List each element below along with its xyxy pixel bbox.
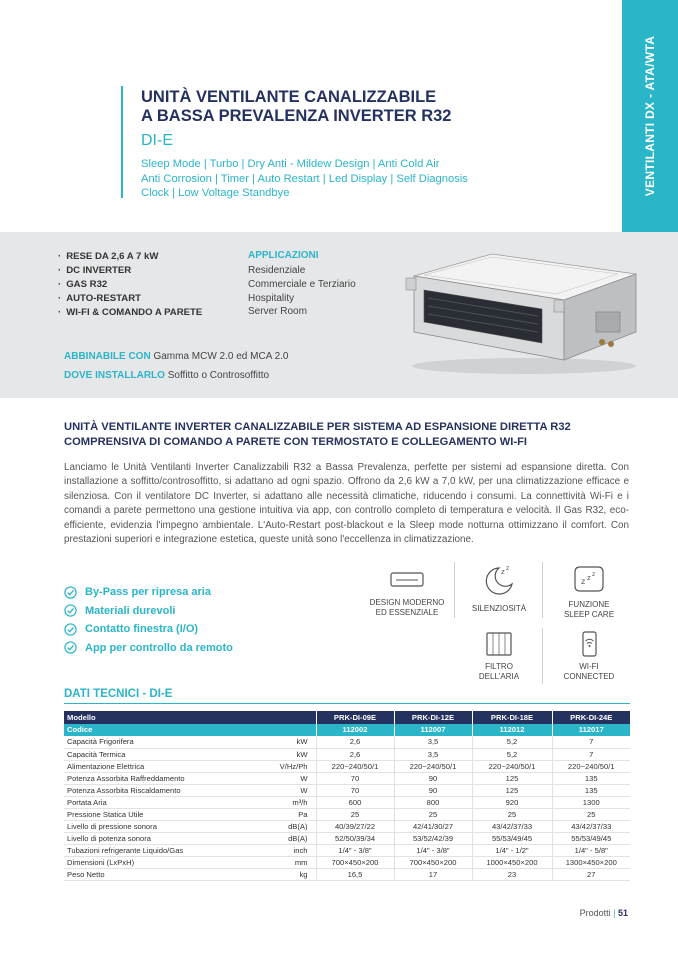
row-label: Potenza Assorbita Raffreddamento: [64, 772, 254, 784]
row-unit: Pa: [254, 808, 316, 820]
row-value: 70: [316, 772, 394, 784]
checklist-label: Materiali durevoli: [85, 604, 176, 617]
feature-sleep-care: z z z FUNZIONE SLEEP CARE: [544, 562, 634, 620]
row-label: Peso Netto: [64, 868, 254, 880]
row-value: 27: [552, 868, 630, 880]
description-body: Lanciamo le Unità Ventilanti Inverter Canalizzabili R32 a Bassa Prevalenza, perfette per sistemi ad espansione diretta. Con installazione a soffitto/controsoffitto, si adattano ad ogni spazio. Offrono da 2,6 kW a 7,0 kW, per una climatizzazione efficace e silenziosa. Con il ventilatore DC Inverter, si adattano alle necessità climatiche, riducendo i consumi. La connettività Wi-Fi e i comandi a parete permettono una gestione intuitiva via app, con controllo completo di temperatura e velocità. Il Gas R32, eco-efficiente, evidenzia l'impegno ambientale. L'Auto-Restart post-blackout e la Sleep mode notturna ottimizzano il comfort. Con prestazioni superiori e integrazione estetica, queste unità sono l'eccellenza in climatizzazione.: [64, 462, 629, 546]
spec-item: · WI-FI & COMANDO A PARETE: [58, 306, 202, 320]
feature-line: Sleep Mode | Turbo | Dry Anti - Mildew Design | Anti Cold Air: [141, 158, 440, 170]
row-unit: kg: [254, 868, 316, 880]
svg-text:z: z: [592, 571, 596, 578]
row-value: 125: [472, 772, 552, 784]
checklist-item: [64, 602, 233, 621]
row-value: 40/39/27/22: [316, 820, 394, 832]
applications-list: [248, 264, 356, 319]
row-label: Capacità Termica: [64, 748, 254, 760]
row-unit: kW: [254, 736, 316, 748]
row-value: 1/4" - 1/2": [472, 844, 552, 856]
row-value: 25: [394, 808, 472, 820]
row-value: 3,5: [394, 748, 472, 760]
description-heading-line: COMPRENSIVA DI COMANDO A PARETE CON TERMOSTATO E COLLEGAMENTO WI-FI: [64, 436, 528, 448]
table-row: [64, 820, 630, 832]
row-label: Potenza Assorbita Riscaldamento: [64, 784, 254, 796]
checklist-label: By-Pass per ripresa aria: [85, 586, 211, 599]
row-value: 125: [472, 784, 552, 796]
spec-item: · AUTO-RESTART: [58, 292, 202, 306]
checklist-item: [64, 620, 233, 639]
code-cell: 112002: [316, 724, 394, 737]
row-value: 1000×450×200: [472, 856, 552, 868]
feature-list: [141, 157, 521, 201]
feature-wifi: WI-FI CONNECTED: [544, 630, 634, 682]
row-value: 7: [552, 748, 630, 760]
application-item: Commerciale e Terziario: [248, 278, 356, 290]
table-row: [64, 748, 630, 760]
feature-line: Clock | Low Voltage Standbye: [141, 187, 290, 200]
description-heading: [64, 420, 624, 450]
row-value: 135: [552, 772, 630, 784]
row-unit: inch: [254, 844, 316, 856]
row-value: 25: [552, 808, 630, 820]
application-item: Hospitality: [248, 292, 295, 304]
pairing-value: Gamma MCW 2.0 ed MCA 2.0: [153, 351, 289, 362]
tech-data-title: DATI TECNICI - DI-E: [64, 688, 173, 700]
spec-item: · GAS R32: [58, 278, 202, 292]
row-unit: dB(A): [254, 832, 316, 844]
table-row: [64, 784, 630, 796]
application-item: Server Room: [248, 306, 307, 318]
air-filter-icon: [479, 630, 519, 658]
row-label: Portata Aria: [64, 796, 254, 808]
page-title: [141, 88, 452, 126]
moon-sleep-icon: [479, 562, 519, 600]
checklist-label: Contatto finestra (I/O): [85, 623, 199, 636]
row-value: 55/53/49/45: [472, 832, 552, 844]
row-value: 90: [394, 772, 472, 784]
title-line-1: UNITÀ VENTILANTE CANALIZZABILE: [141, 88, 437, 106]
spec-list: [58, 250, 202, 320]
row-unit: dB(A): [254, 820, 316, 832]
tech-data-body: [64, 736, 630, 880]
category-label: VENTILANTI DX - ATA/WTA: [643, 35, 657, 197]
row-value: 43/42/37/33: [552, 820, 630, 832]
row-value: 70: [316, 784, 394, 796]
row-unit: W: [254, 784, 316, 796]
feature-icon-grid: [360, 562, 630, 684]
row-value: 17: [394, 868, 472, 880]
check-circle-icon: [64, 623, 77, 636]
row-unit: W: [254, 772, 316, 784]
model-series: DI-E: [141, 132, 173, 149]
table-row: [64, 808, 630, 820]
tech-data-rule: [64, 703, 630, 704]
svg-text:z: z: [506, 565, 510, 572]
row-unit: mm: [254, 856, 316, 868]
row-value: 1300: [552, 796, 630, 808]
title-accent-rule: [121, 86, 123, 198]
row-value: 920: [472, 796, 552, 808]
row-value: 1/4" - 5/8": [552, 844, 630, 856]
row-value: 220~240/50/1: [316, 760, 394, 772]
row-value: 3,5: [394, 736, 472, 748]
row-value: 1300×450×200: [552, 856, 630, 868]
table-row: [64, 772, 630, 784]
checklist-label: App per controllo da remoto: [85, 641, 233, 654]
row-value: 600: [316, 796, 394, 808]
model-cell: PRK-DI-09E: [316, 711, 394, 724]
row-value: 23: [472, 868, 552, 880]
row-value: 25: [472, 808, 552, 820]
spec-item: · RESE DA 2,6 A 7 kW: [58, 250, 202, 264]
pairing-label: ABBINABILE CON: [64, 351, 151, 362]
install-value: Soffitto o Controsoffitto: [167, 370, 270, 381]
model-cell: PRK-DI-12E: [394, 711, 472, 724]
row-value: 700×450×200: [316, 856, 394, 868]
row-label: Livello di pressione sonora: [64, 820, 254, 832]
feature-design: DESIGN MODERNO ED ESSENZIALE: [362, 566, 452, 618]
table-row: [64, 796, 630, 808]
code-cell: 112012: [472, 724, 552, 737]
category-side-tab: [622, 0, 678, 232]
applications-title: APPLICAZIONI: [248, 250, 319, 261]
row-label: Dimensioni (LxPxH): [64, 856, 254, 868]
table-row: [64, 832, 630, 844]
row-value: 16,5: [316, 868, 394, 880]
table-row: [64, 844, 630, 856]
row-value: 5,2: [472, 748, 552, 760]
row-value: 43/42/37/33: [472, 820, 552, 832]
row-value: 5,2: [472, 736, 552, 748]
install-row: [64, 370, 269, 381]
row-value: 220~240/50/1: [552, 760, 630, 772]
application-item: Residenziale: [248, 265, 306, 276]
row-label: Livello di potenza sonora: [64, 832, 254, 844]
row-value: 1/4" - 3/8": [394, 844, 472, 856]
model-row: [64, 711, 630, 724]
checklist-item: [64, 639, 233, 658]
description-heading-line: UNITÀ VENTILANTE INVERTER CANALIZZABILE PER SISTEMA AD ESPANSIONE DIRETTA R32: [64, 421, 571, 433]
row-value: 53/52/42/39: [394, 832, 472, 844]
svg-text:z: z: [501, 568, 505, 576]
row-value: 700×450×200: [394, 856, 472, 868]
table-row: [64, 868, 630, 880]
row-value: 25: [316, 808, 394, 820]
row-value: 7: [552, 736, 630, 748]
row-value: 220~240/50/1: [394, 760, 472, 772]
check-circle-icon: [64, 604, 77, 617]
check-circle-icon: [64, 586, 77, 599]
row-value: 2,6: [316, 748, 394, 760]
smartphone-wifi-icon: [569, 630, 609, 658]
svg-text:z: z: [587, 574, 591, 582]
checklist-item: [64, 583, 233, 602]
row-label: Capacità Frigorifera: [64, 736, 254, 748]
row-unit: V/Hz/Ph: [254, 760, 316, 772]
row-label: Pressione Statica Utile: [64, 808, 254, 820]
row-value: 2,6: [316, 736, 394, 748]
pairing-row: [64, 351, 289, 362]
row-unit: m³/h: [254, 796, 316, 808]
page-footer: Prodotti | 51: [579, 908, 628, 918]
code-row: [64, 724, 630, 737]
indoor-unit-icon: [387, 566, 427, 594]
code-label: Codice: [64, 724, 254, 737]
model-cell: PRK-DI-24E: [552, 711, 630, 724]
row-value: 55/53/49/45: [552, 832, 630, 844]
spec-item: · DC INVERTER: [58, 264, 202, 278]
title-line-2: A BASSA PREVALENZA INVERTER R32: [141, 107, 452, 125]
code-cell: 112007: [394, 724, 472, 737]
row-value: 220~240/50/1: [472, 760, 552, 772]
row-value: 800: [394, 796, 472, 808]
table-row: [64, 760, 630, 772]
feature-filter: FILTRO DELL'ARIA: [454, 630, 544, 682]
feature-line: Anti Corrosion | Timer | Auto Restart | Led Display | Self Diagnosis: [141, 172, 468, 185]
install-label: DOVE INSTALLARLO: [64, 370, 165, 381]
model-cell: PRK-DI-18E: [472, 711, 552, 724]
footer-label: Prodotti: [579, 908, 611, 918]
row-value: 135: [552, 784, 630, 796]
row-value: 52/50/39/34: [316, 832, 394, 844]
table-row: [64, 736, 630, 748]
row-label: Tubazioni refrigerante Liquido/Gas: [64, 844, 254, 856]
row-value: 42/41/30/27: [394, 820, 472, 832]
svg-text:z: z: [581, 577, 586, 586]
tech-data-table: [64, 711, 630, 881]
model-label: Modello: [64, 711, 254, 724]
row-value: 90: [394, 784, 472, 796]
row-label: Alimentazione Elettrica: [64, 760, 254, 772]
page-number: 51: [617, 908, 628, 918]
row-value: 1/4" - 3/8": [316, 844, 394, 856]
feature-silent: z z SILENZIOSITÀ: [454, 562, 544, 614]
ducted-unit-image: [404, 246, 640, 376]
table-row: [64, 856, 630, 868]
pillow-sleep-icon: [569, 562, 609, 596]
row-unit: kW: [254, 748, 316, 760]
feature-checklist: [64, 583, 233, 657]
check-circle-icon: [64, 641, 77, 654]
code-cell: 112017: [552, 724, 630, 737]
